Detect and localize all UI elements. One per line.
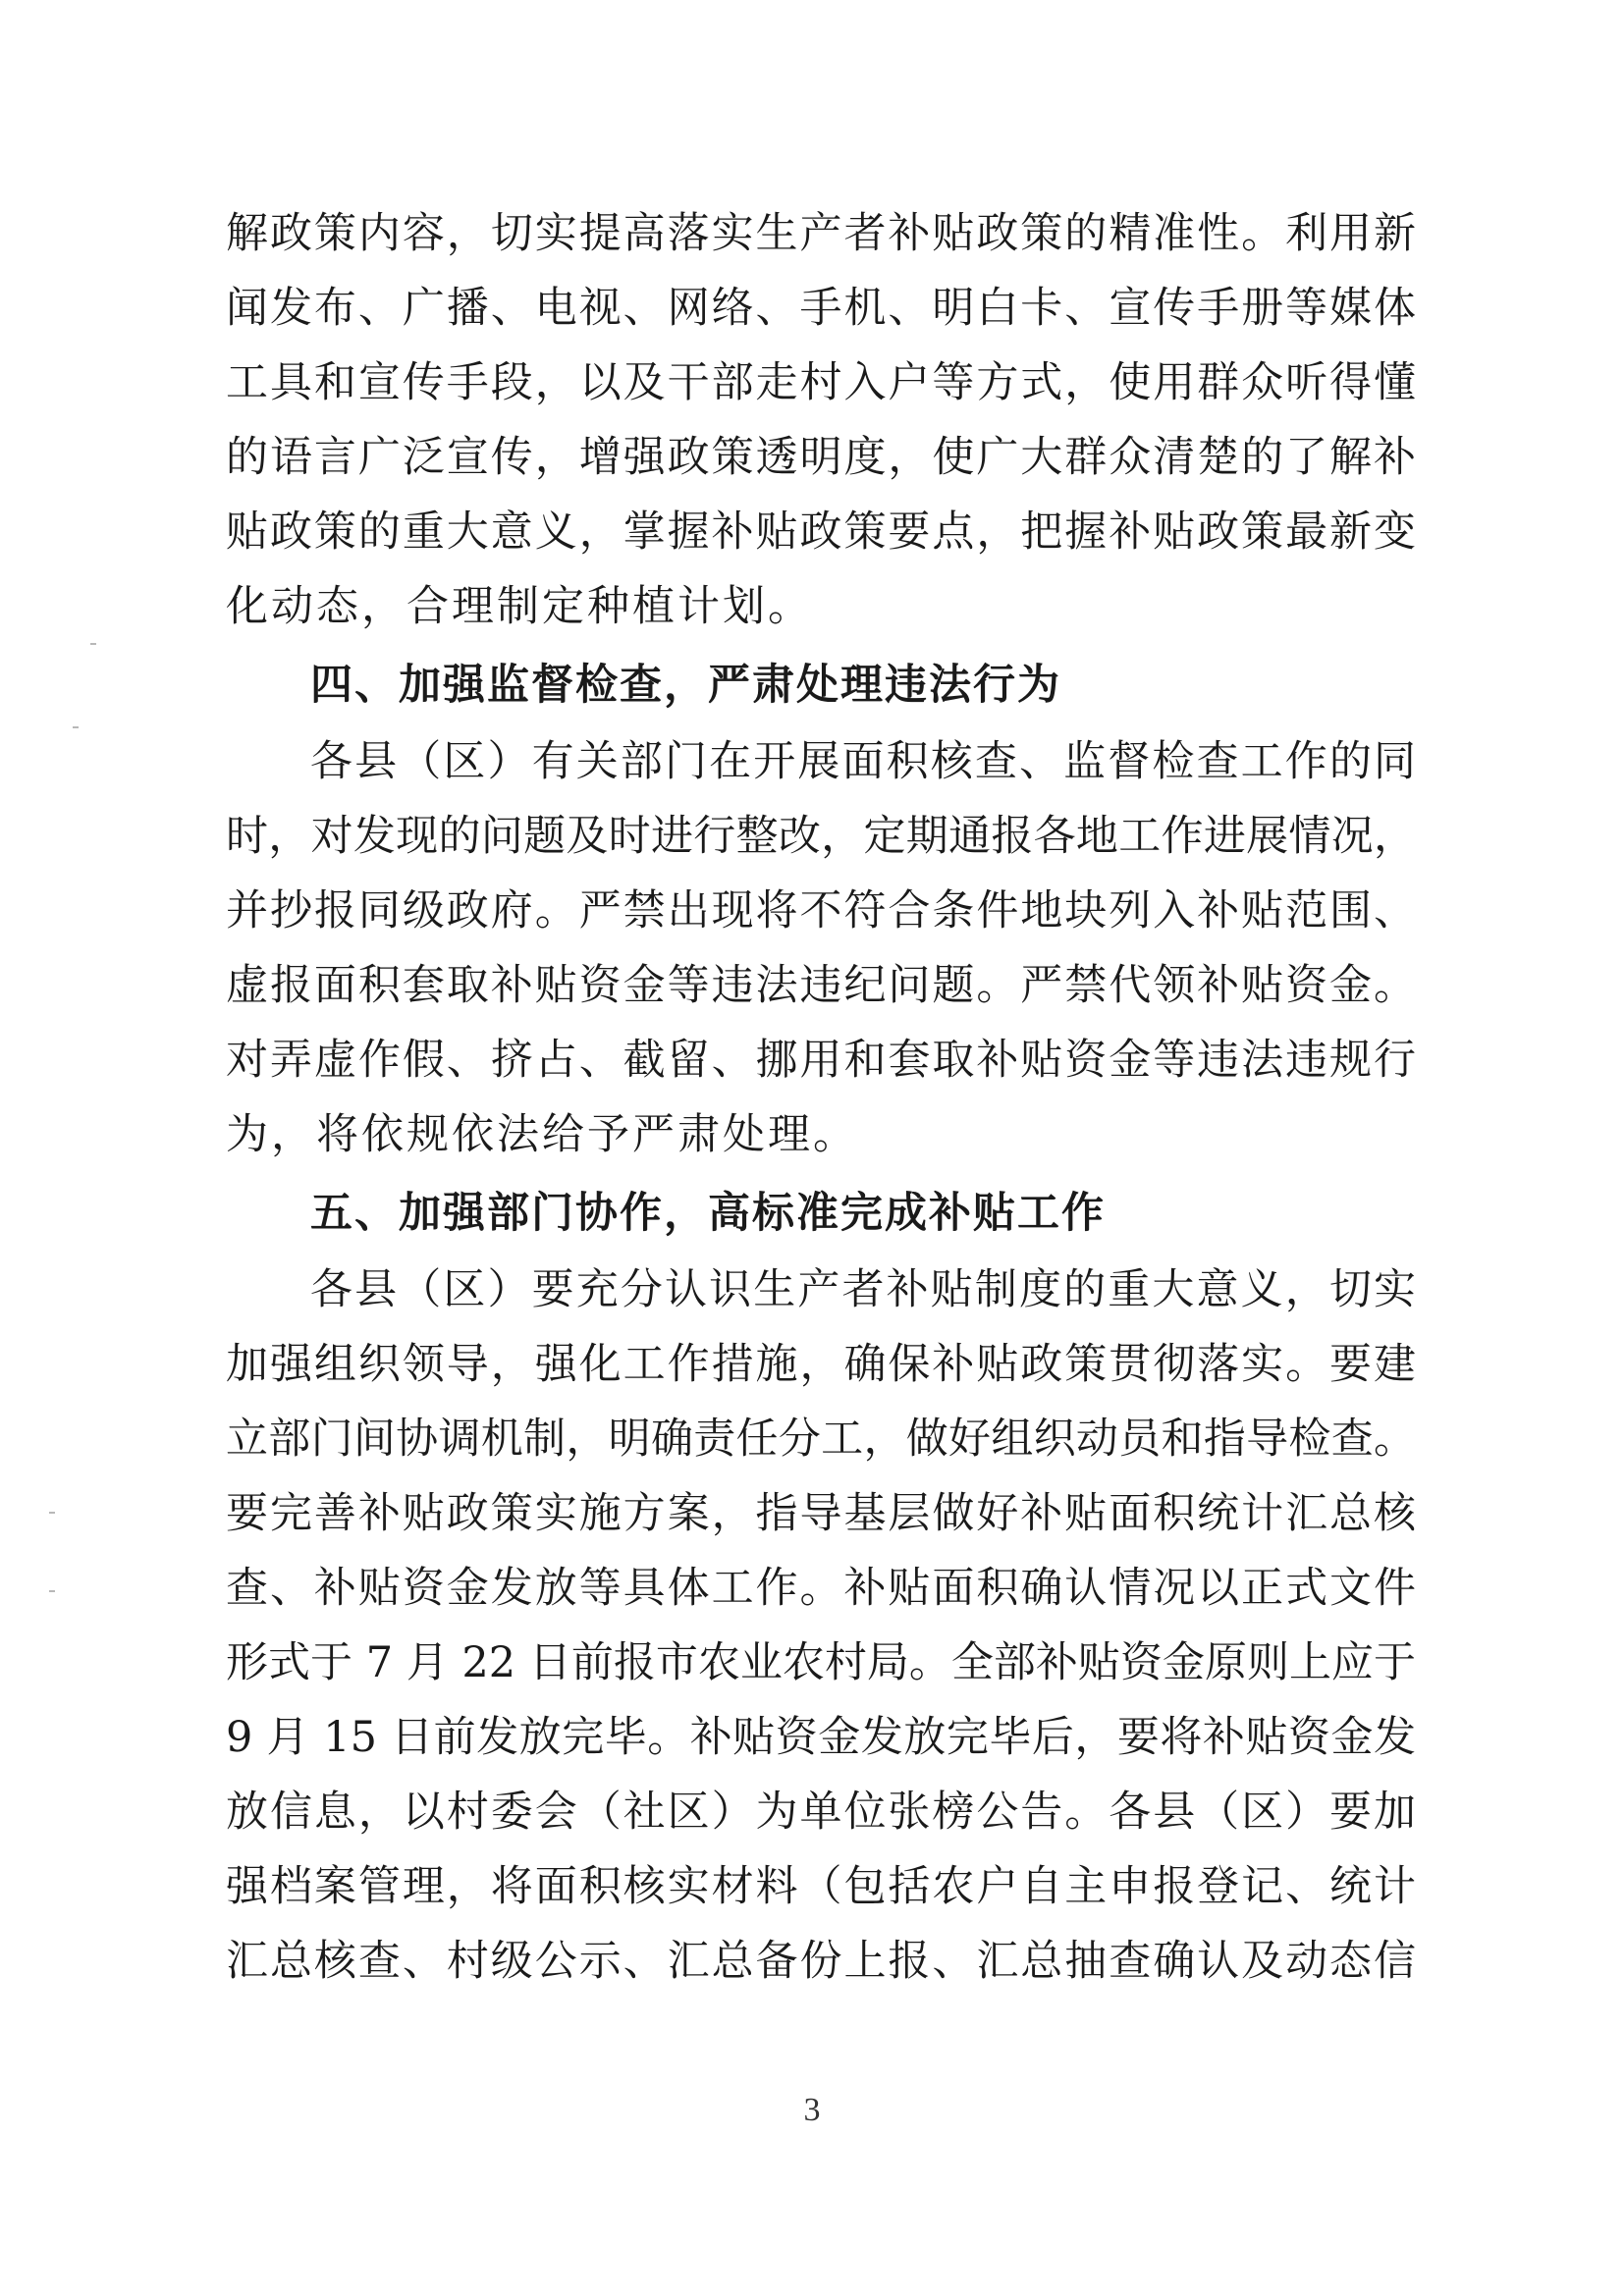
body-line: 各县（区）要充分认识生产者补贴制度的重大意义，切实 (310, 1265, 1416, 1314)
body-line: 立部门间协调机制，明确责任分工，做好组织动员和指导检查。 (226, 1415, 1416, 1464)
body-line: 加强组织领导，强化工作措施，确保补贴政策贯彻落实。要建 (226, 1340, 1416, 1389)
scan-mark (90, 643, 96, 645)
body-line: 贴政策的重大意义，掌握补贴政策要点，把握补贴政策最新变 (226, 507, 1416, 557)
section-heading: 五、加强部门协作，高标准完成补贴工作 (310, 1189, 1106, 1238)
scan-mark (73, 726, 79, 728)
body-line: 的语言广泛宣传，增强政策透明度，使广大群众清楚的了解补 (226, 433, 1416, 482)
body-line: 各县（区）有关部门在开展面积核查、监督检查工作的同 (310, 737, 1416, 786)
body-line: 查、补贴资金发放等具体工作。补贴面积确认情况以正式文件 (226, 1564, 1416, 1613)
body-line: 9 月 15 日前发放完毕。补贴资金发放完毕后，要将补贴资金发 (226, 1713, 1416, 1762)
body-line: 虚报面积套取补贴资金等违法违纪问题。严禁代领补贴资金。 (226, 961, 1416, 1010)
body-line: 强档案管理，将面积核实材料（包括农户自主申报登记、统计 (226, 1862, 1416, 1911)
scan-mark (49, 1590, 55, 1592)
scan-mark (49, 1512, 55, 1514)
body-line: 为，将依规依法给予严肃处理。 (226, 1110, 858, 1159)
body-line: 放信息，以村委会（社区）为单位张榜公告。各县（区）要加 (226, 1788, 1416, 1837)
body-line: 要完善补贴政策实施方案，指导基层做好补贴面积统计汇总核 (226, 1489, 1416, 1538)
body-line: 汇总核查、村级公示、汇总备份上报、汇总抽查确认及动态信 (226, 1937, 1416, 1986)
page-number: 3 (803, 2092, 821, 2128)
body-line: 闻发布、广播、电视、网络、手机、明白卡、宣传手册等媒体 (226, 284, 1416, 333)
body-line: 对弄虚作假、挤占、截留、挪用和套取补贴资金等违法违规行 (226, 1036, 1416, 1085)
body-line: 解政策内容，切实提高落实生产者补贴政策的精准性。利用新 (226, 209, 1416, 258)
body-line: 化动态，合理制定种植计划。 (226, 582, 813, 631)
body-line: 时，对发现的问题及时进行整改，定期通报各地工作进展情况， (226, 812, 1416, 861)
body-line: 并抄报同级政府。严禁出现将不符合条件地块列入补贴范围、 (226, 886, 1416, 935)
body-line: 工具和宣传手段，以及干部走村入户等方式，使用群众听得懂 (226, 358, 1416, 407)
body-line: 形式于 7 月 22 日前报市农业农村局。全部补贴资金原则上应于 (226, 1638, 1416, 1687)
section-heading: 四、加强监督检查，严肃处理违法行为 (310, 661, 1061, 710)
